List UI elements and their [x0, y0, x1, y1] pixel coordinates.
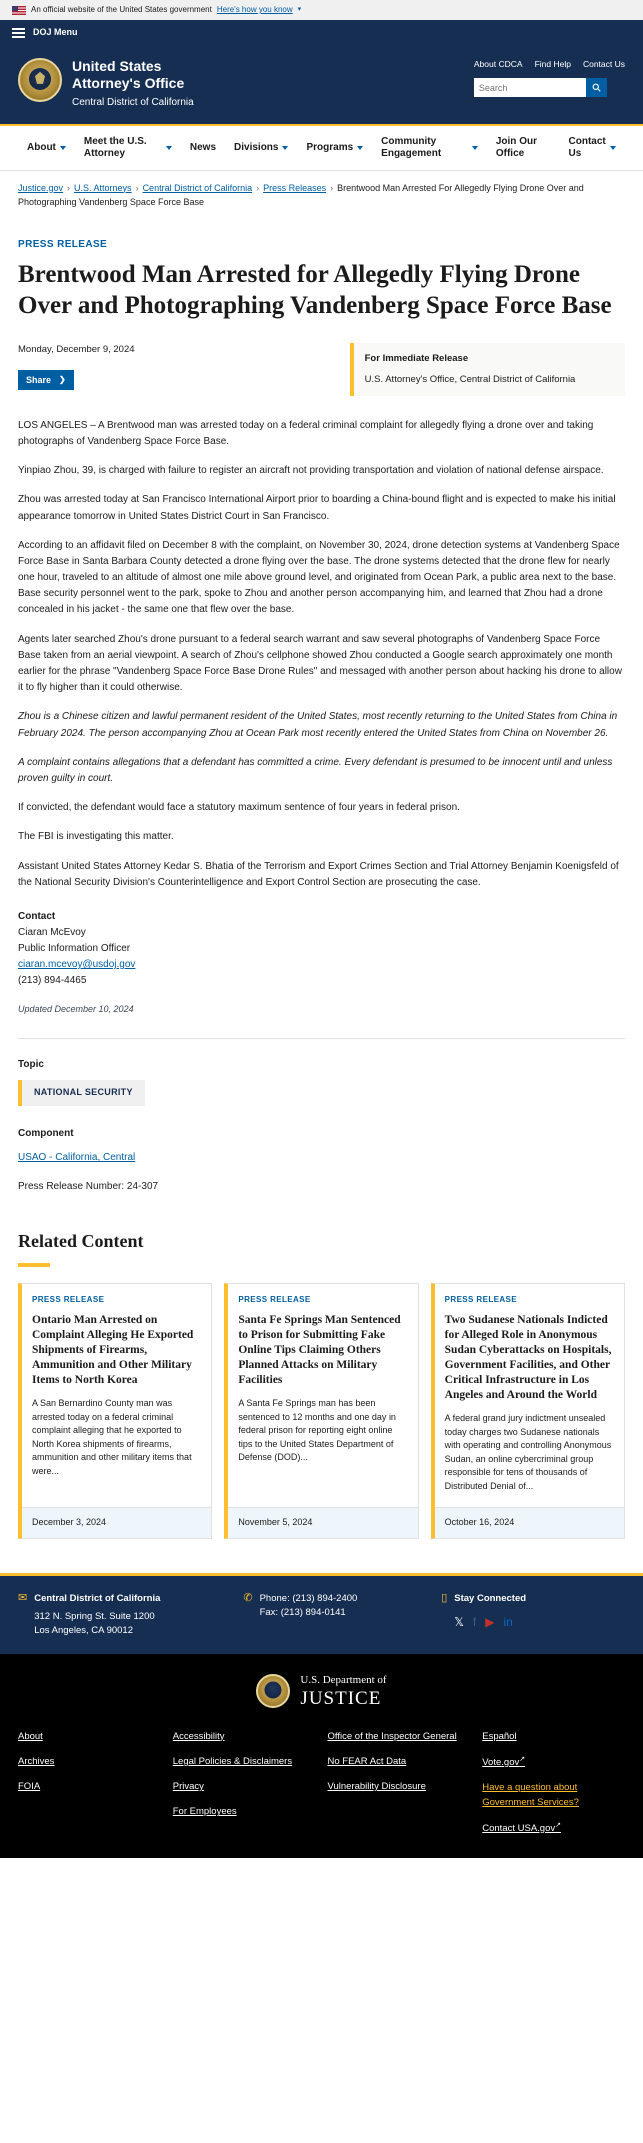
share-button[interactable]	[18, 370, 74, 390]
nav-item-meet-the-us-attorney[interactable]	[75, 126, 181, 170]
related-card[interactable]	[431, 1283, 625, 1538]
doj-menu-label: DOJ Menu	[33, 27, 78, 37]
footer-link-privacy[interactable]: Privacy	[172, 1781, 204, 1793]
breadcrumb: Justice.gov › U.S. Attorneys › Central District of California › Press Releases › Brentwood Man Arrested For Allegedly Flying Drone Over and Photographing Vandenberg Space Force Base	[18, 182, 584, 207]
release-office: U.S. Attorney's Office, Central District of California	[364, 373, 576, 385]
dept-line-1: U.S. Department of	[300, 1674, 387, 1687]
card-eyebrow: PRESS RELEASE	[444, 1295, 517, 1305]
nav-label: Contact Us	[568, 135, 606, 159]
footer-address-2: Los Angeles, CA 90012	[34, 1625, 133, 1637]
chevron-down-icon[interactable]: ▾	[297, 5, 302, 13]
search-input[interactable]	[474, 78, 586, 97]
about-cdca-link[interactable]: About CDCA	[473, 58, 523, 69]
breadcrumb-central-district[interactable]: Central District of California	[142, 182, 253, 193]
footer-column-2	[173, 1730, 316, 1837]
contact-email-link[interactable]: ciaran.mcevoy@usdoj.gov	[18, 958, 136, 970]
topic-label: Topic	[18, 1059, 44, 1071]
card-date: December 3, 2024	[22, 1507, 211, 1538]
footer-office	[18, 1592, 229, 1639]
footer-link-columns	[18, 1730, 625, 1837]
footer-phone-number: Phone: (213) 894-2400	[259, 1592, 358, 1604]
nav-label: Meet the U.S. Attorney	[83, 135, 147, 159]
footer-link-for-employees[interactable]: For Employees	[172, 1806, 237, 1818]
primary-navigation[interactable]	[0, 126, 643, 171]
doj-menu-bar[interactable]	[0, 20, 643, 46]
breadcrumb-us-attorneys[interactable]: U.S. Attorneys	[74, 182, 132, 193]
x-icon[interactable]: 𝕏	[454, 1614, 464, 1629]
chevron-right-icon: ❯	[59, 375, 66, 385]
doj-seal-icon	[256, 1674, 290, 1708]
footer-link-vulnerability-disclosure[interactable]: Vulnerability Disclosure	[327, 1781, 426, 1793]
nav-label: About	[27, 141, 56, 153]
card-date: November 5, 2024	[228, 1507, 417, 1538]
footer-link-vote-gov[interactable]	[482, 1755, 625, 1770]
nav-item-about[interactable]	[18, 126, 75, 170]
facebook-icon[interactable]: f	[472, 1614, 477, 1629]
heres-how-you-know-link[interactable]: Here's how you know	[216, 5, 293, 14]
article-paragraph: Agents later searched Zhou's drone pursuant to a federal search warrant and saw several photographs of Vandenberg Space Force Base taken from an aerial viewpoint. A search of Zhou's cellphone showed Zhou conducted a Google search approximately one month earlier for the phrase "Vandenberg Space Force Base Drone Rules" and messaged with another person about hacking his drone to allow it to fly higher than it could otherwise.	[18, 633, 622, 694]
article-paragraph: According to an affidavit filed on December 8 with the complaint, on November 30, 2024, drone detection systems at Vandenberg Space Force Base in Santa Barbara County detected a drone flying over the base. The drone systems detected that the drone flew for nearly one hour, traveled to an altitude of almost one mile above ground level, and originated from Ocean Park, a public area next to the base. Base security personnel went to the park, spoke to Zhou and another person accompanying him, and learned that Zhou had a drone concealed in his jacket - the same one that flew over the base.	[18, 539, 620, 616]
footer-link-archives[interactable]: Archives	[18, 1755, 55, 1767]
card-title[interactable]: Santa Fe Springs Man Sentenced to Prison for Submitting Fake Online Tips Claiming Others Planned Attacks on Military Facilities	[238, 1314, 401, 1387]
card-title[interactable]: Two Sudanese Nationals Indicted for Alleged Role in Anonymous Sudan Cyberattacks on Hospitals, Government Facilities, and Other Critical Infrastructure in Los Angeles and Around the World	[444, 1314, 612, 1402]
press-release-number: Press Release Number: 24-307	[18, 1181, 159, 1193]
footer-social	[441, 1592, 625, 1639]
breadcrumb-justice-gov[interactable]: Justice.gov	[18, 182, 64, 193]
article-paragraph: LOS ANGELES – A Brentwood man was arrested today on a federal criminal complaint for allegedly flying a drone over and taking photographs of Vandenberg Space Force Base.	[18, 419, 594, 447]
footer-link-foia[interactable]: FOIA	[18, 1781, 41, 1793]
article-paragraph: A complaint contains allegations that a defendant has committed a crime. Every defendant is presumed to be innocent until and unless proven guilty in court.	[18, 756, 613, 784]
site-title-line1: United States	[72, 57, 162, 74]
footer-column-3	[328, 1730, 471, 1837]
footer-fax-number: Fax: (213) 894-0141	[259, 1606, 346, 1618]
nav-label: Programs	[306, 141, 354, 153]
utility-links	[474, 58, 625, 71]
gold-rule	[18, 1263, 50, 1267]
gov-banner	[0, 0, 643, 20]
social-links[interactable]	[454, 1613, 526, 1631]
linkedin-icon[interactable]: in	[503, 1614, 513, 1629]
breadcrumb-current: Brentwood Man Arrested For Allegedly Flying Drone Over and Photographing Vandenberg Space Force Base	[18, 182, 584, 207]
footer-link-gov-services-question[interactable]: Have a question about Government Services?	[482, 1782, 579, 1808]
chevron-down-icon	[282, 146, 288, 150]
footer-link-label: Contact USA.gov	[482, 1822, 556, 1834]
nav-label: Join Our Office	[495, 135, 537, 159]
article-paragraph: If convicted, the defendant would face a statutory maximum sentence of four years in federal prison.	[18, 802, 460, 814]
main-content	[0, 219, 643, 1538]
site-title-line2: Attorney's Office	[72, 75, 185, 91]
chevron-down-icon	[472, 146, 478, 150]
chevron-down-icon	[610, 146, 616, 150]
footer-link-about[interactable]: About	[18, 1730, 43, 1742]
contact-us-link[interactable]: Contact Us	[582, 58, 625, 69]
envelope-icon: ✉	[18, 1591, 28, 1604]
breadcrumb-press-releases[interactable]: Press Releases	[263, 182, 327, 193]
nav-label: Divisions	[234, 141, 279, 153]
article-paragraph: Assistant United States Attorney Kedar S. Bhatia of the Terrorism and Export Crimes Section and Trial Attorney Benjamin Koenigsfeld of the National Security Division's Counterintelligence and Export Control Section are prosecuting the case.	[18, 860, 619, 888]
related-cards	[18, 1283, 625, 1538]
footer-column-1	[18, 1730, 161, 1837]
component-link[interactable]: USAO - California, Central	[18, 1151, 136, 1163]
article-paragraph: Zhou is a Chinese citizen and lawful permanent resident of the United States, most recently returning to the United States from China in February 2024. The person accompanying Zhou at Ocean Park most recently entered the United States from China on November 26.	[18, 711, 618, 739]
doj-lockup	[18, 1672, 625, 1709]
footer-link-accessibility[interactable]: Accessibility	[172, 1730, 225, 1742]
find-help-link[interactable]: Find Help	[534, 58, 571, 69]
nav-item-join-our-office[interactable]	[487, 126, 560, 170]
share-label: Share	[26, 374, 52, 385]
footer-link-legal-policies[interactable]: Legal Policies & Disclaimers	[172, 1755, 293, 1767]
related-card[interactable]	[18, 1283, 212, 1538]
phone-icon: ✆	[243, 1591, 253, 1604]
footer-links-section	[0, 1654, 643, 1858]
stay-connected-label: Stay Connected	[454, 1592, 527, 1604]
site-title[interactable]	[72, 58, 474, 110]
updated-date: Updated December 10, 2024	[18, 1003, 134, 1014]
contact-block	[18, 909, 625, 989]
footer-contact-bar	[0, 1573, 643, 1655]
card-date: October 16, 2024	[435, 1507, 624, 1538]
nav-item-divisions[interactable]	[225, 126, 297, 170]
us-flag-icon	[12, 6, 26, 15]
site-masthead	[0, 46, 643, 126]
release-heading: For Immediate Release	[364, 353, 469, 365]
footer-office-name: Central District of California	[34, 1592, 161, 1604]
search-form[interactable]	[474, 78, 625, 97]
chevron-down-icon	[357, 146, 363, 150]
related-card[interactable]	[224, 1283, 418, 1538]
nav-item-news[interactable]	[181, 126, 225, 170]
card-title[interactable]: Ontario Man Arrested on Complaint Alleging He Exported Shipments of Firearms, Ammunition and Other Military Items to North Korea	[32, 1314, 194, 1387]
gov-banner-text: An official website of the United States government	[31, 5, 212, 14]
footer-phone	[243, 1592, 427, 1639]
article-meta	[18, 343, 625, 396]
footer-link-no-fear-act[interactable]: No FEAR Act Data	[327, 1755, 407, 1767]
nav-label: Community Engagement	[381, 135, 442, 159]
site-title-line3: Central District of California	[72, 96, 194, 108]
card-eyebrow: PRESS RELEASE	[238, 1295, 311, 1305]
card-summary: A federal grand jury indictment unsealed today charges two Sudanese nationals with operating and controlling Anonymous Sudan, an online cybercriminal group responsible for tens of thousands of Distributed Denial of...	[444, 1413, 612, 1491]
mobile-icon: ▯	[441, 1591, 448, 1604]
contact-name: Ciaran McEvoy	[18, 926, 86, 938]
chevron-down-icon	[166, 146, 172, 150]
youtube-icon[interactable]: ▶	[485, 1614, 495, 1629]
page-eyebrow: PRESS RELEASE	[18, 239, 108, 251]
related-content-heading: Related Content	[18, 1231, 144, 1252]
divider	[18, 1038, 625, 1039]
article-paragraph: Zhou was arrested today at San Francisco International Airport prior to boarding a China-bound flight and is expected to make his initial appearance tomorrow in United States District Court in San Francisco.	[18, 494, 616, 522]
nav-label: News	[189, 141, 217, 153]
topic-tag-national-security[interactable]: NATIONAL SECURITY	[18, 1080, 145, 1106]
footer-link-inspector-general[interactable]: Office of the Inspector General	[327, 1730, 457, 1742]
footer-column-4	[482, 1730, 625, 1837]
external-link-icon: ↗	[519, 1755, 526, 1763]
component-label: Component	[18, 1127, 74, 1139]
page-title: Brentwood Man Arrested for Allegedly Flying Drone Over and Photographing Vandenberg Space Force Base	[18, 261, 612, 319]
footer-link-contact-usa-gov[interactable]	[482, 1821, 625, 1836]
external-link-icon: ↗	[555, 1821, 561, 1829]
hamburger-menu-icon[interactable]	[12, 28, 25, 38]
component-block	[18, 1126, 625, 1166]
contact-label: Contact	[18, 910, 56, 922]
dept-line-2: JUSTICE	[300, 1687, 382, 1709]
card-summary: A San Bernardino County man was arrested today on a federal criminal complaint alleging that he exported to North Korea shipments of firearms, ammunition and other military items that were...	[32, 1398, 192, 1476]
contact-phone: (213) 894-4465	[18, 974, 87, 986]
card-eyebrow: PRESS RELEASE	[32, 1295, 105, 1305]
chevron-down-icon	[60, 146, 66, 150]
for-immediate-release-box	[350, 343, 625, 396]
nav-item-programs[interactable]	[297, 126, 372, 170]
contact-role: Public Information Officer	[18, 942, 131, 954]
article-body	[18, 418, 625, 891]
nav-item-community-engagement[interactable]	[372, 126, 487, 170]
footer-link-label: Vote.gov	[482, 1757, 520, 1769]
card-summary: A Santa Fe Springs man has been sentenced to 12 months and one day in federal prison for reporting eight online tips to the United States Department of Defense (DOD)...	[238, 1398, 396, 1463]
nav-item-contact-us[interactable]	[560, 126, 626, 170]
search-button[interactable]	[586, 78, 607, 97]
article-paragraph: Yinpiao Zhou, 39, is charged with failure to register an aircraft not providing transportation and violation of national defense airspace.	[18, 465, 604, 477]
publish-date: Monday, December 9, 2024	[18, 344, 135, 356]
search-icon	[592, 82, 601, 93]
footer-link-espanol[interactable]: Español	[482, 1730, 517, 1742]
article-paragraph: The FBI is investigating this matter.	[18, 831, 174, 843]
doj-seal-icon	[18, 58, 62, 102]
footer-address-1: 312 N. Spring St. Suite 1200	[34, 1610, 155, 1622]
